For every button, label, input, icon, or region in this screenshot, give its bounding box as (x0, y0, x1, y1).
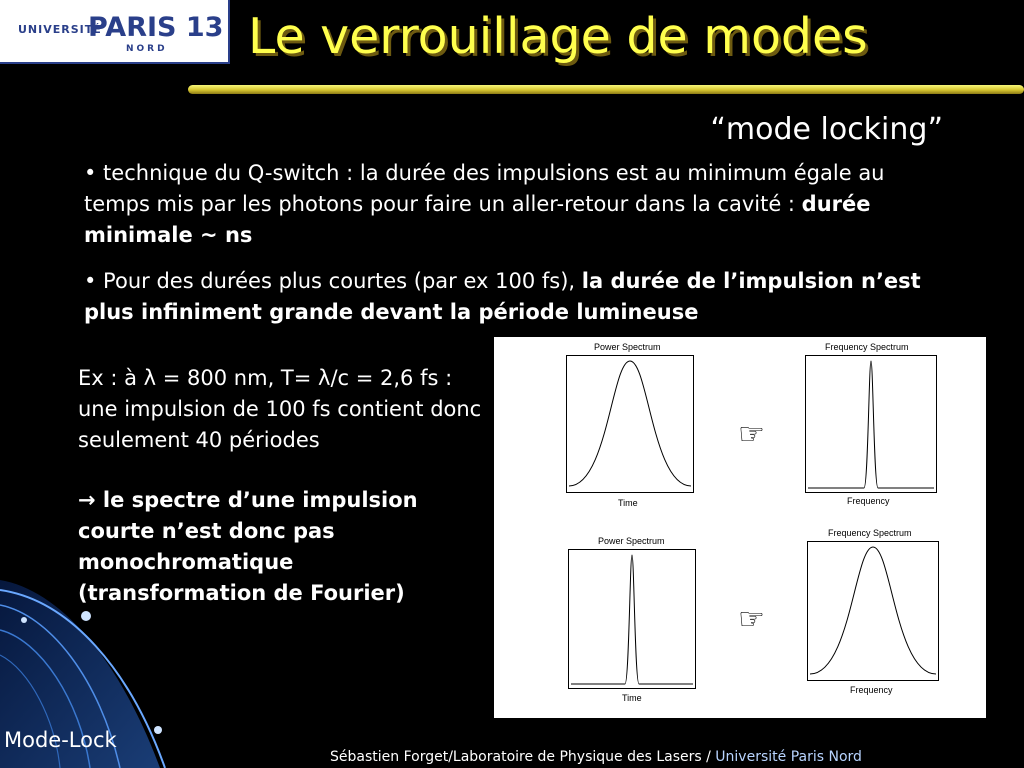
plot-bottom-right (807, 541, 939, 681)
logo-universite: UNIVERSITÉ (18, 23, 102, 36)
bullet-q-switch-bold: durée minimale ~ ns (84, 192, 871, 247)
logo-paris: PARIS 13 (88, 12, 224, 43)
university-logo (0, 0, 230, 64)
plot-top-left (566, 355, 694, 493)
plot-bottom-right-title: Frequency Spectrum (828, 528, 912, 538)
slide-subtitle: “mode locking” (710, 112, 943, 147)
bullet-short-pulses (84, 266, 944, 328)
bullet-q-switch-text: • technique du Q-switch : la durée des impulsions est au minimum égale au temps mis par les photons pour faire un aller-retour dans la cavité : (84, 161, 885, 216)
plot-top-right-curve (806, 356, 936, 492)
plot-bottom-right-xlabel: Frequency (850, 685, 893, 695)
plot-bottom-left-title: Power Spectrum (598, 536, 665, 546)
title-underline (188, 85, 1024, 94)
conclusion-text: → le spectre d’une impulsion courte n’est donc pas monochromatique (transformation de Fourier) (78, 488, 418, 605)
plot-top-right-title: Frequency Spectrum (825, 342, 909, 352)
plot-bottom-left-xlabel: Time (622, 693, 642, 703)
plot-top-right-xlabel: Frequency (847, 496, 890, 506)
footer-university: Université Paris Nord (715, 749, 862, 765)
plot-top-right (805, 355, 937, 493)
bullet-q-switch (84, 158, 944, 251)
logo-nord: NORD (126, 44, 168, 54)
slide-title: Le verrouillage de modes (248, 8, 868, 65)
plot-bottom-right-curve (808, 542, 938, 680)
plot-top-left-curve (567, 356, 693, 492)
example-text: Ex : à λ = 800 nm, T= λ/c = 2,6 fs : une impulsion de 100 fs contient donc seulement 40 périodes (78, 366, 482, 452)
bullet-short-pulses-text: • Pour des durées plus courtes (par ex 100 fs), (84, 269, 582, 293)
pointing-hand-icon-2: ☞ (738, 602, 765, 637)
side-label: Mode-Lock (4, 728, 117, 752)
plot-top-left-xlabel: Time (618, 498, 638, 508)
plot-bottom-left-curve (569, 550, 695, 688)
fourier-figure (494, 337, 986, 718)
footer (330, 749, 862, 765)
plot-bottom-left (568, 549, 696, 689)
footer-author: Sébastien Forget/Laboratoire de Physique des Lasers / (330, 749, 716, 765)
plot-top-left-title: Power Spectrum (594, 342, 661, 352)
bullet-short-pulses-bold: la durée de l’impulsion n’est plus infiniment grande devant la période lumineuse (84, 269, 921, 324)
pointing-hand-icon: ☞ (738, 417, 765, 452)
